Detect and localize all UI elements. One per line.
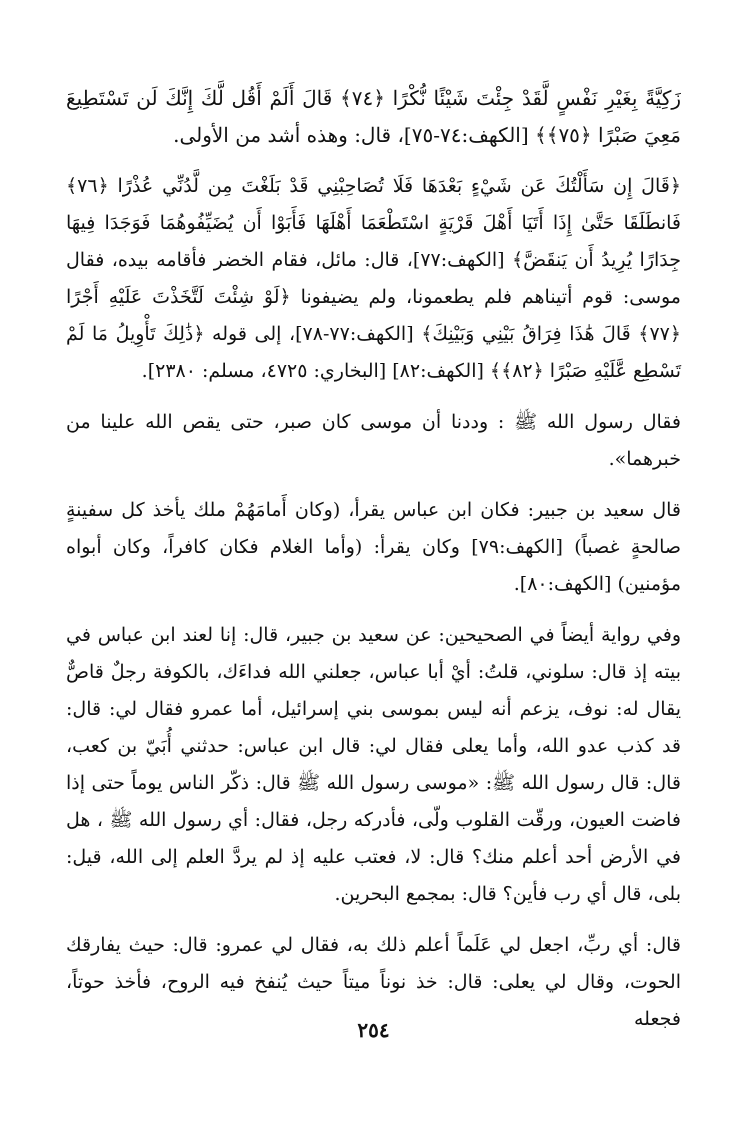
paragraph-ibn-abbas-reading: قال سعيد بن جبير: فكان ابن عباس يقرأ، (وكان أَمامَهُمْ ملك يأخذ كل سفينةٍ صالحةٍ غصباً) [الكهف:٧٩] وكان يقرأ: (وأما الغلام فكان كافراً، وكان أبواه مؤمنين) [الكهف:٨٠].	[66, 499, 681, 595]
paragraph-quran-verses-76-82: ﴿قَالَ إِن سَأَلْتُكَ عَن شَيْءٍ بَعْدَهَا فَلَا تُصَاحِبْنِي قَدْ بَلَغْتَ مِن لَّدُنِّي عُذْرًا ﴿٧٦﴾ فَانطَلَقَا حَتَّىٰ إِذَا أَتَيَا أَهْلَ قَرْيَةٍ اسْتَطْعَمَا أَهْلَهَا فَأَبَوْا أَن يُضَيِّفُوهُمَا فَوَجَدَا فِيهَا جِدَارًا يُرِيدُ أَن يَنقَضَّ﴾ [الكهف:٧٧]، قال: مائل، فقام الخضر فأقامه بيده، فقال موسى: قوم أتيناهم فلم يطعمونا، ولم يضيفونا ﴿لَوْ شِئْتَ لَتَّخَذْتَ عَلَيْهِ أَجْرًا ﴿٧٧﴾ قَالَ هَٰذَا فِرَاقُ بَيْنِي وَبَيْنِكَ﴾ [الكهف:٧٧-٧٨]، إلى قوله ﴿ذَٰلِكَ تَأْوِيلُ مَا لَمْ تَسْطِع عَّلَيْهِ صَبْرًا ﴿٨٢﴾﴾ [الكهف:٨٢] [البخاري: ٤٧٢٥، مسلم: ٢٣٨٠].	[66, 175, 681, 382]
paragraph-sign-request: قال: أي ربِّ، اجعل لي عَلَماً أعلم ذلك به، فقال لي عمرو: قال: حيث يفارقك الحوت، وقال لي يعلى: قال: خذ نوناً ميتاً حيث يُنفخ فيه الروح، فأخذ حوتاً، فجعله	[66, 934, 681, 1030]
page-number: ٢٥٤	[357, 1018, 390, 1042]
paragraph-quran-verse-end: زَكِيَّةً بِغَيْرِ نَفْسٍ لَّقَدْ جِئْتَ شَيْئًا نُّكْرًا ﴿٧٤﴾ قَالَ أَلَمْ أَقُل لَّكَ إِنَّكَ لَن تَسْتَطِيعَ مَعِيَ صَبْرًا ﴿٧٥﴾﴾ [الكهف:٧٤-٧٥]، قال: وهذه أشد من الأولى.	[66, 86, 682, 147]
paragraph-sahihain-narration: وفي رواية أيضاً في الصحيحين: عن سعيد بن جبير، قال: إنا لعند ابن عباس في بيته إذ قال: سلوني، قلتُ: أيْ أبا عباس، جعلني الله فداءَك، بالكوفة رجلٌ قاصٌّ يقال له: نوف، يزعم أنه ليس بموسى بني إسرائيل، أما عمرو فقال لي: قال: قد كذب عدو الله، وأما يعلى فقال لي: قال ابن عباس: حدثني أُبَيّ بن كعب، قال: قال رسول الله ﷺ: «موسى رسول الله ﷺ قال: ذكّر الناس يوماً حتى إذا فاضت العيون، ورقّت القلوب ولّى، فأدركه رجل، فقال: أي رسول الله ﷺ ، هل في الأرض أحد أعلم منك؟ قال: لا، فعتب عليه إذ لم يردَّ العلم إلى الله، قيل: بلى، قال أي رب فأين؟ قال: بمجمع البحرين.	[66, 624, 681, 905]
paragraph-prophet-saying: فقال رسول الله ﷺ : وددنا أن موسى كان صبر، حتى يقص الله علينا من خبرهما».	[66, 411, 681, 470]
page-body	[66, 80, 681, 1052]
